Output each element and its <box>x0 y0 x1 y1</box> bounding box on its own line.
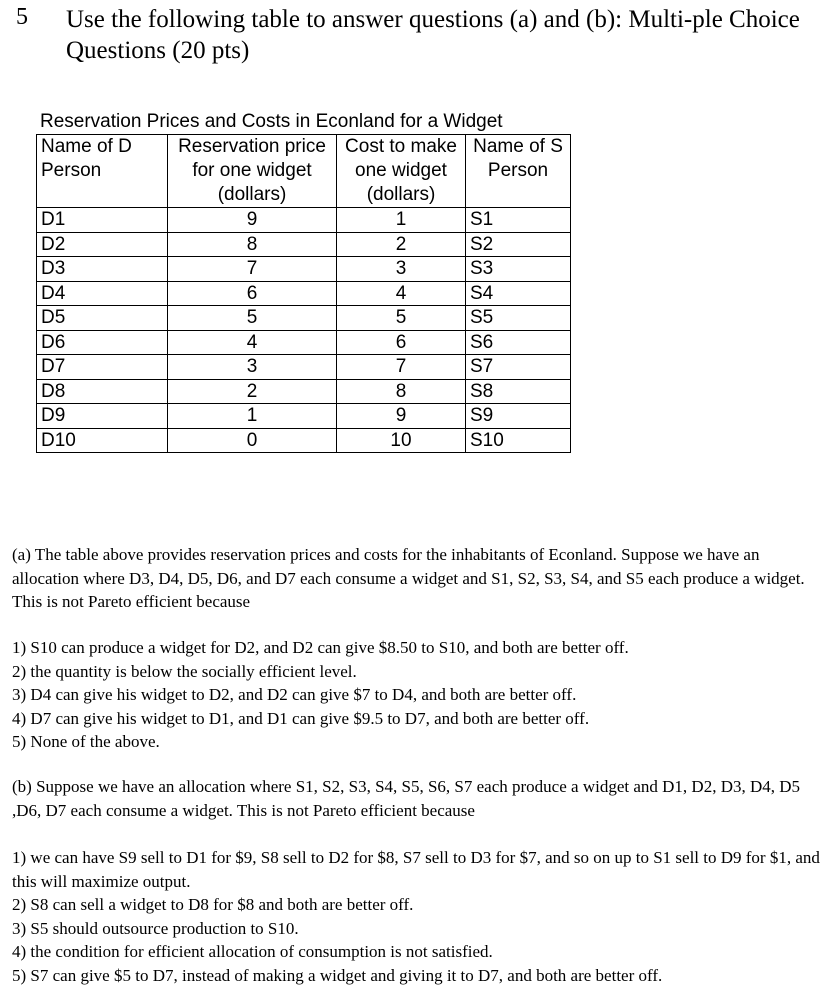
cell-d-name: D10 <box>37 428 168 453</box>
question-a-option-3: 3) D4 can give his widget to D2, and D2 can give $7 to D4, and both are better off. <box>12 685 577 704</box>
cell-reservation-price: 2 <box>168 379 337 404</box>
question-b-prompt-text: (b) Suppose we have an allocation where S1, S2, S3, S4, S5, S6, S7 each produce a widget and D1, D2, D3, D4, D5 ,D6, D7 each consume a widget. This is not Pareto efficient because <box>12 777 801 820</box>
header-s-name: Name of S Person <box>466 135 571 208</box>
question-a-prompt-text: (a) The table above provides reservation prices and costs for the inhabitants of Econland. Suppose we have an allocation where D3, D4, D5, D6, and D7 each consume a widget and S1, S2, S3, S4, and S5 each produce a widget. This is not Pareto efficient because <box>12 545 805 611</box>
cell-d-name: D6 <box>37 330 168 355</box>
cell-s-name: S3 <box>466 257 571 282</box>
table-row <box>37 404 571 429</box>
cell-d-name: D9 <box>37 404 168 429</box>
cell-s-name: S9 <box>466 404 571 429</box>
cell-cost: 1 <box>337 208 466 233</box>
cell-reservation-price: 8 <box>168 232 337 257</box>
cell-reservation-price: 0 <box>168 428 337 453</box>
table-row <box>37 257 571 282</box>
question-b-prompt <box>12 775 820 822</box>
question-a-option-5: 5) None of the above. <box>12 732 160 751</box>
table-title: Reservation Prices and Costs in Econland for a Widget <box>40 111 503 132</box>
table-row <box>37 281 571 306</box>
question-b-options <box>12 846 820 987</box>
question-a-option-2: 2) the quantity is below the socially efficient level. <box>12 661 357 681</box>
question-b-option-2: 2) S8 can sell a widget to D8 for $8 and both are better off. <box>12 895 414 914</box>
question-b-option-5: 5) S7 can give $5 to D7, instead of making a widget and giving it to D7, and both are better off. <box>12 965 663 985</box>
cell-s-name: S4 <box>466 281 571 306</box>
section-title: Use the following table to answer questions (a) and (b): Multi-ple Choice Questions (20 pts) <box>66 6 800 64</box>
cell-d-name: D7 <box>37 355 168 380</box>
header-cost: Cost to make one widget (dollars) <box>337 135 466 208</box>
question-a-options <box>12 636 820 754</box>
cell-reservation-price: 3 <box>168 355 337 380</box>
cell-cost: 7 <box>337 355 466 380</box>
cell-cost: 5 <box>337 306 466 331</box>
table-row <box>37 355 571 380</box>
cell-s-name: S6 <box>466 330 571 355</box>
question-a-option-1: 1) S10 can produce a widget for D2, and D2 can give $8.50 to S10, and both are better off. <box>12 638 629 657</box>
cell-s-name: S10 <box>466 428 571 453</box>
cell-s-name: S7 <box>466 355 571 380</box>
section-number: 5 <box>16 4 28 30</box>
table-row <box>37 232 571 257</box>
cell-reservation-price: 9 <box>168 208 337 233</box>
cell-cost: 10 <box>337 428 466 453</box>
table-row <box>37 330 571 355</box>
cell-d-name: D8 <box>37 379 168 404</box>
table-header-row <box>37 135 571 208</box>
cell-d-name: D5 <box>37 306 168 331</box>
question-b-option-4: 4) the condition for efficient allocation of consumption is not satisfied. <box>12 942 493 961</box>
table-row <box>37 306 571 331</box>
cell-reservation-price: 1 <box>168 404 337 429</box>
question-a-option-4: 4) D7 can give his widget to D1, and D1 can give $9.5 to D7, and both are better off. <box>12 708 590 728</box>
cell-s-name: S8 <box>466 379 571 404</box>
cell-d-name: D2 <box>37 232 168 257</box>
table-row <box>37 379 571 404</box>
table-row <box>37 428 571 453</box>
cell-s-name: S2 <box>466 232 571 257</box>
question-b-option-1: 1) we can have S9 sell to D1 for $9, S8 sell to D2 for $8, S7 sell to D3 for $7, and so on up to S1 sell to D9 for $1, and this will maximize output. <box>12 848 820 891</box>
cell-s-name: S1 <box>466 208 571 233</box>
question-a-prompt <box>12 543 820 614</box>
table-body <box>37 208 571 453</box>
cell-reservation-price: 5 <box>168 306 337 331</box>
cell-cost: 8 <box>337 379 466 404</box>
cell-s-name: S5 <box>466 306 571 331</box>
table-row <box>37 208 571 233</box>
cell-cost: 4 <box>337 281 466 306</box>
cell-cost: 9 <box>337 404 466 429</box>
reservation-table <box>36 134 571 453</box>
cell-reservation-price: 7 <box>168 257 337 282</box>
cell-cost: 2 <box>337 232 466 257</box>
cell-d-name: D4 <box>37 281 168 306</box>
table-container <box>36 110 571 453</box>
cell-d-name: D3 <box>37 257 168 282</box>
header-d-name: Name of D Person <box>37 135 168 208</box>
cell-cost: 6 <box>337 330 466 355</box>
cell-reservation-price: 6 <box>168 281 337 306</box>
question-b-option-3: 3) S5 should outsource production to S10. <box>12 918 299 938</box>
cell-d-name: D1 <box>37 208 168 233</box>
cell-reservation-price: 4 <box>168 330 337 355</box>
cell-cost: 3 <box>337 257 466 282</box>
header-reservation-price: Reservation price for one widget (dollars) <box>168 135 337 208</box>
